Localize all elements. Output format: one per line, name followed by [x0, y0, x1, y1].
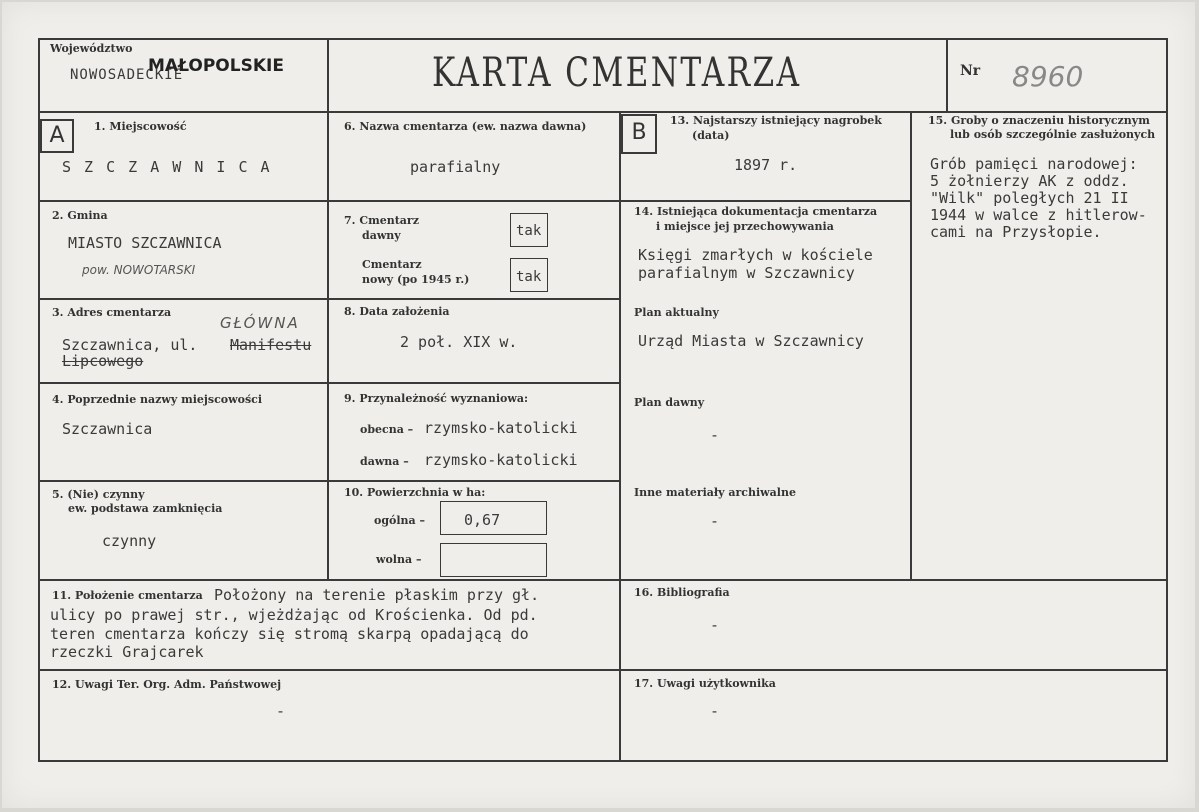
- field-14-value-line-1: Księgi zmarłych w kościele: [638, 246, 873, 264]
- voivodeship-label: Województwo: [50, 42, 133, 55]
- field-10-total-value: 0,67: [464, 511, 501, 529]
- field-13-value: 1897 r.: [734, 156, 798, 174]
- plan-old-label: Plan dawny: [634, 396, 705, 409]
- divider: [619, 111, 621, 762]
- field-16-value: -: [710, 616, 720, 634]
- field-10-free-box: [440, 543, 547, 577]
- field-7-new-value: tak: [516, 269, 542, 285]
- voivodeship-stamp: MAŁOPOLSKIE: [148, 56, 284, 76]
- field-2-label: 2. Gmina: [52, 209, 108, 222]
- field-4-value: Szczawnica: [62, 420, 153, 438]
- field-13-sublabel: (data): [692, 129, 730, 142]
- field-9-current-value: rzymsko-katolicki: [424, 419, 578, 437]
- field-3-value-struck: Manifestu: [230, 336, 312, 354]
- field-7-new-label-2: nowy (po 1945 r.): [362, 273, 470, 286]
- voivodeship-old: NOWOSADECKIE: [70, 67, 184, 83]
- field-9-former-value: rzymsko-katolicki: [424, 451, 578, 469]
- field-3-value-prefix: Szczawnica, ul.: [62, 336, 198, 354]
- other-materials-label: Inne materiały archiwalne: [634, 486, 796, 499]
- field-4-label: 4. Poprzednie nazwy miejscowości: [52, 393, 263, 406]
- field-9-label: 9. Przynależność wyznaniowa:: [344, 392, 529, 405]
- divider: [38, 480, 619, 482]
- divider: [38, 298, 619, 300]
- field-7-new-label-1: Cmentarz: [362, 258, 422, 271]
- field-14-label: 14. Istniejąca dokumentacja cmentarza: [634, 205, 878, 218]
- field-5-sublabel: ew. podstawa zamknięcia: [68, 502, 223, 515]
- nr-value: 8960: [1012, 60, 1084, 93]
- field-15-line-1: Grób pamięci narodowej:: [930, 155, 1138, 173]
- field-5-label: 5. (Nie) czynny: [52, 488, 145, 501]
- plan-old-value: -: [710, 426, 720, 444]
- field-1-label: 1. Miejscowość: [94, 120, 187, 133]
- field-3-value-struck2: Lipcowego: [62, 352, 144, 370]
- field-15-line-4: 1944 w walce z hitlerow-: [930, 206, 1147, 224]
- field-11-line-4: rzeczki Grajcarek: [50, 643, 204, 661]
- field-11-label: 11. Położenie cmentarza: [52, 589, 203, 602]
- field-8-value: 2 poł. XIX w.: [400, 333, 518, 351]
- plan-current-value: Urząd Miasta w Szczawnicy: [638, 332, 864, 350]
- field-15-line-3: "Wilk" poległych 21 II: [930, 189, 1129, 207]
- field-17-value: -: [710, 702, 720, 720]
- divider: [946, 38, 948, 111]
- divider: [619, 200, 910, 202]
- field-1-value: S Z C Z A W N I C A: [62, 158, 272, 176]
- field-2-handwritten: pow. NOWOTARSKI: [82, 263, 196, 277]
- field-7-old-label: dawny: [362, 229, 401, 242]
- field-15-line-2: 5 żołnierzy AK z oddz.: [930, 172, 1129, 190]
- field-14-value-line-2: parafialnym w Szczawnicy: [638, 264, 855, 282]
- field-2-value: MIASTO SZCZAWNICA: [68, 234, 222, 252]
- field-7-old-value: tak: [516, 223, 542, 239]
- field-12-label: 12. Uwagi Ter. Org. Adm. Państwowej: [52, 678, 282, 691]
- cemetery-card: [2, 2, 1195, 808]
- field-7-label: 7. Cmentarz: [344, 214, 419, 227]
- field-11-line-2: ulicy po prawej str., wjeżdżając od Krościenka. Od pd.: [50, 606, 538, 624]
- section-a-box: A: [40, 119, 74, 153]
- field-12-value: -: [276, 702, 286, 720]
- divider: [327, 38, 329, 579]
- nr-label: Nr: [960, 63, 981, 79]
- field-10-total-label: ogólna –: [374, 514, 425, 527]
- field-6-label: 6. Nazwa cmentarza (ew. nazwa dawna): [344, 120, 587, 133]
- divider: [38, 200, 619, 202]
- divider: [910, 111, 912, 579]
- field-5-value: czynny: [102, 532, 157, 550]
- divider: [38, 579, 1168, 581]
- field-10-free-label: wolna –: [376, 553, 422, 566]
- field-14-sublabel: i miejsce jej przechowywania: [656, 220, 834, 233]
- divider: [38, 382, 619, 384]
- field-11-line-3: teren cmentarza kończy się stromą skarpą opadającą do: [50, 625, 529, 643]
- field-16-label: 16. Bibliografia: [634, 586, 730, 599]
- plan-current-label: Plan aktualny: [634, 306, 719, 319]
- field-9-former-label: dawna –: [360, 455, 409, 468]
- divider: [38, 111, 1168, 113]
- field-17-label: 17. Uwagi użytkownika: [634, 677, 776, 690]
- field-3-handwritten: GŁÓWNA: [220, 314, 300, 332]
- field-15-sublabel: lub osób szczególnie zasłużonych: [950, 128, 1156, 141]
- field-15-label: 15. Groby o znaczeniu historycznym: [928, 114, 1150, 127]
- divider: [38, 669, 1168, 671]
- section-b-box: B: [621, 114, 657, 154]
- field-10-label: 10. Powierzchnia w ha:: [344, 486, 486, 499]
- field-8-label: 8. Data założenia: [344, 305, 450, 318]
- field-3-label: 3. Adres cmentarza: [52, 306, 172, 319]
- field-11-line-1: Położony na terenie płaskim przy gł.: [214, 586, 540, 604]
- card-title: KARTA CMENTARZA: [432, 50, 802, 96]
- other-materials-value: -: [710, 512, 720, 530]
- field-6-value: parafialny: [410, 158, 501, 176]
- field-13-label: 13. Najstarszy istniejący nagrobek: [670, 114, 882, 127]
- field-15-line-5: cami na Przysłopie.: [930, 223, 1102, 241]
- field-9-current-label: obecna –: [360, 423, 414, 436]
